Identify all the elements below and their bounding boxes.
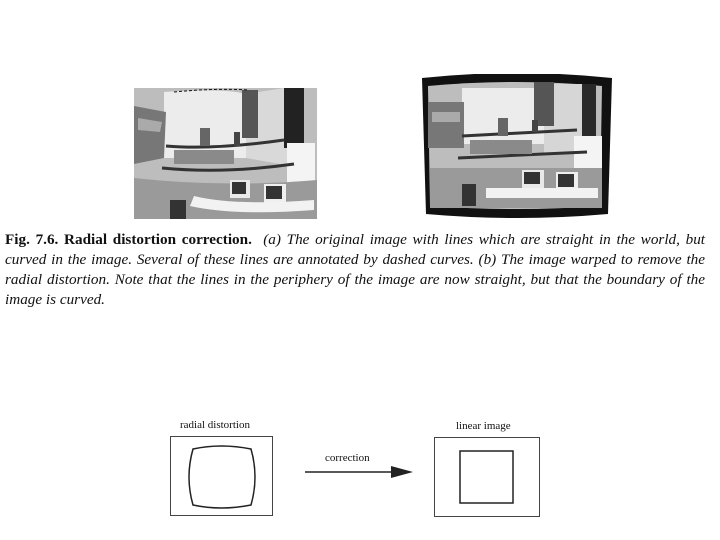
- corrected-square: [435, 438, 539, 516]
- linear-frame: [434, 437, 540, 517]
- photo-original-distorted: [134, 88, 317, 219]
- figure-body: (a) The original image with lines which are straight in the world, but curved in the image. Several of these lines are annotated by dashed curves. (b) The image warped to remove the radial distortion. Note that the lines in the periphery of the image are now straight, but that the boundary of the image is curved.: [5, 231, 706, 308]
- photo-corrected: [422, 74, 612, 218]
- figure-caption: [5, 230, 705, 310]
- figure-number: Fig. 7.6.: [5, 231, 59, 248]
- figure-title: Radial distortion correction.: [64, 231, 252, 248]
- radial-distortion-label: radial distortion: [180, 419, 250, 431]
- correction-label: correction: [325, 452, 370, 464]
- linear-image-label: linear image: [456, 420, 511, 432]
- distorted-frame: [170, 436, 273, 516]
- barrel-distorted-square: [171, 437, 272, 515]
- correction-arrow: [305, 462, 415, 482]
